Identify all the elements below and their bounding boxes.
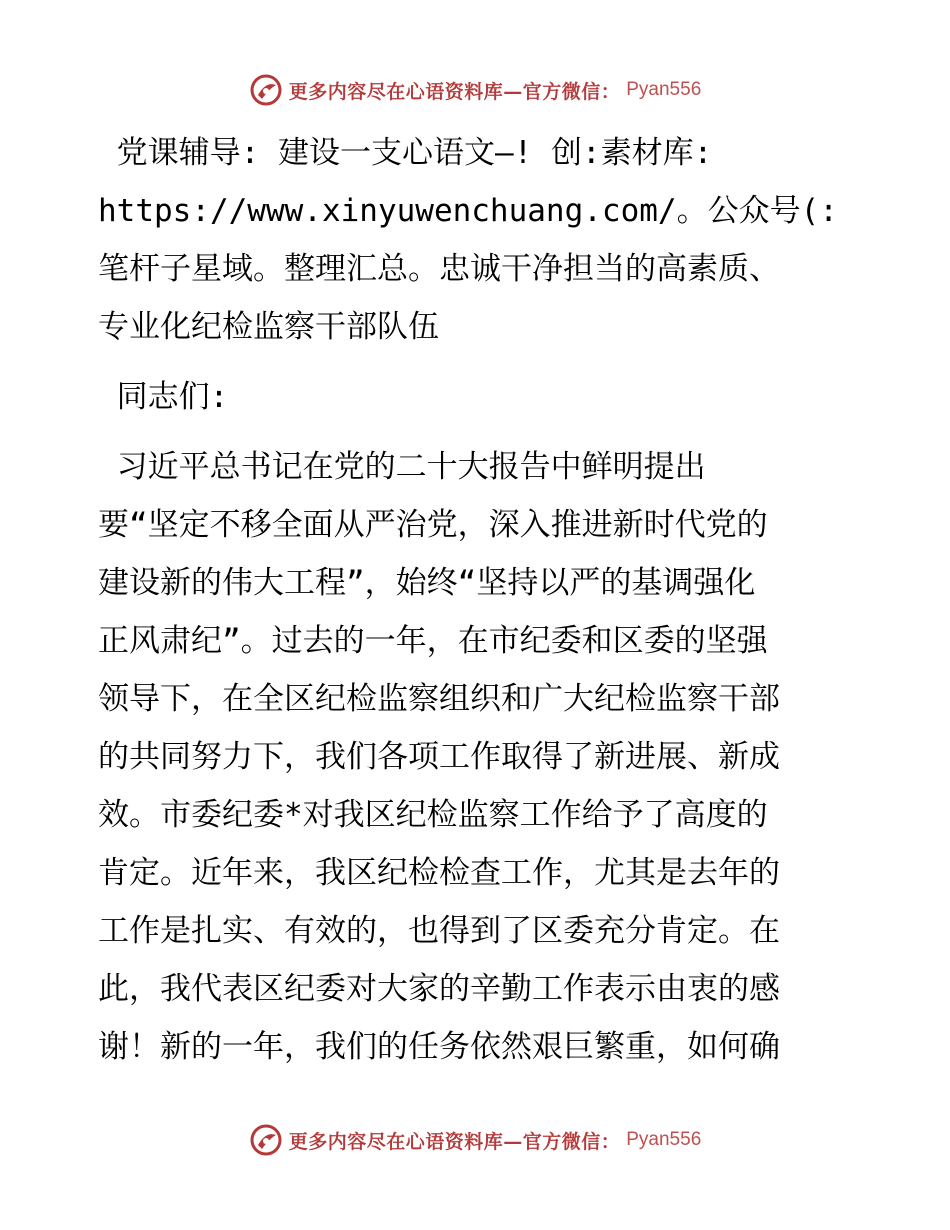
paragraph-line: 肯定。近年来，我区纪检检查工作，尤其是去年的 (98, 855, 780, 891)
title-line: 党课辅导: 建设一支心语文—! 创:素材库: (98, 135, 713, 171)
paragraph-line: 习近平总书记在党的二十大报告中鲜明提出 (98, 449, 706, 485)
paragraph-line: 建设新的伟大工程”，始终“坚持以严的基调强化 (98, 565, 756, 601)
document-body (98, 124, 850, 1076)
title-line: 笔杆子星域。整理汇总。忠诚干净担当的高素质、 (98, 251, 780, 287)
footer-watermark (0, 1118, 950, 1162)
header-watermark (0, 68, 950, 112)
paragraph-line: 工作是扎实、有效的，也得到了区委充分肯定。在 (98, 913, 780, 949)
paragraph-line: 领导下，在全区纪检监察组织和广大纪检监察干部 (98, 681, 780, 717)
watermark-text: 更多内容尽在心语资料库—官方微信： (288, 80, 621, 103)
title-line: 专业化纪检监察干部队伍 (98, 309, 439, 345)
watermark-text: 更多内容尽在心语资料库—官方微信： (288, 1130, 621, 1153)
paragraph-line: 的共同努力下，我们各项工作取得了新进展、新成 (98, 739, 780, 775)
paragraph-line: 此，我代表区纪委对大家的辛勤工作表示由衷的感 (98, 971, 780, 1007)
paragraph-line: 谢！新的一年，我们的任务依然艰巨繁重，如何确 (98, 1029, 780, 1065)
xinyu-logo-icon (249, 73, 283, 107)
salutation: 同志们: (98, 379, 229, 415)
document-title (98, 124, 850, 356)
body-paragraph (98, 438, 850, 1076)
xinyu-logo-icon (249, 1123, 283, 1157)
title-line: https://www.xinyuwenchuang.com/。公众号(: (98, 193, 838, 229)
paragraph-line: 正风肃纪”。过去的一年，在市纪委和区委的坚强 (98, 623, 768, 659)
paragraph-line: 效。市委纪委*对我区纪检监察工作给予了高度的 (98, 797, 768, 833)
paragraph-line: 要“坚定不移全面从严治党，深入推进新时代党的 (98, 507, 768, 543)
watermark-wechat-id: Pyan556 (626, 79, 702, 100)
watermark-wechat-id: Pyan556 (626, 1129, 702, 1150)
